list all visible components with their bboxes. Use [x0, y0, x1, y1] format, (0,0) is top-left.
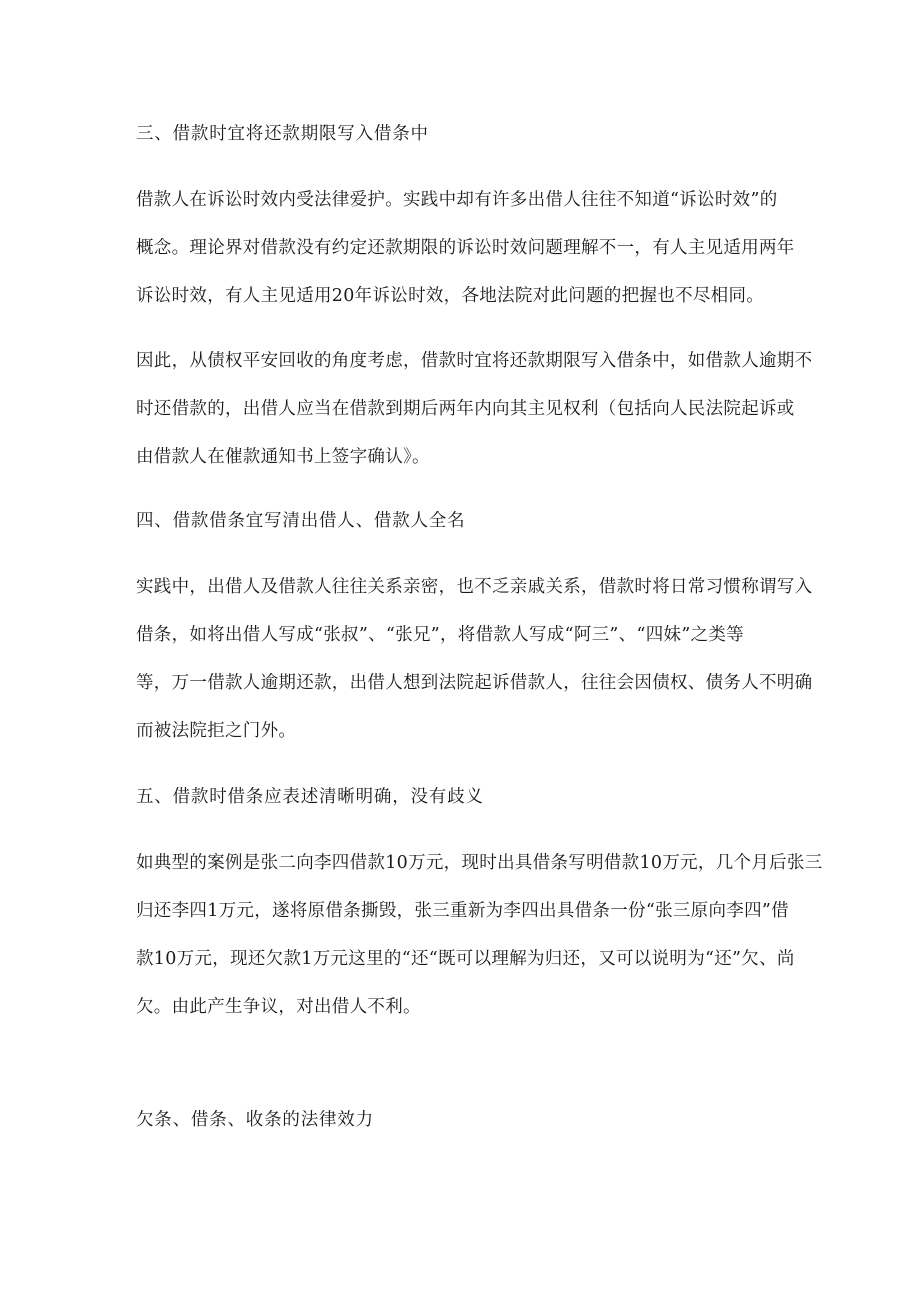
paragraph-line: 款10万元，现还欠款1万元这里的“还“既可以理解为归还，又可以说明为“还”欠、尚 — [136, 949, 795, 969]
section-heading-4: 四、借款借条宜写清出借人、借款人全名 — [136, 511, 466, 531]
paragraph-line: 概念。理论界对借款没有约定还款期限的诉讼时效问题理解不一，有人主见适用两年 — [136, 238, 795, 258]
paragraph-line: 时还借款的，出借人应当在借款到期后两年内向其主见权利（包括向人民法院起诉或 — [136, 399, 795, 419]
paragraph-line: 而被法院拒之门外。 — [136, 721, 297, 741]
paragraph-line: 实践中，出借人及借款人往往关系亲密，也不乏亲戚关系，借款时将日常习惯称谓写入 — [136, 577, 813, 597]
paragraph-line: 如典型的案例是张二向李四借款10万元，现时出具借条写明借款10万元，几个月后张三 — [136, 853, 823, 873]
paragraph-line: 因此，从债权平安回收的角度考虑，借款时宜将还款期限写入借条中，如借款人逾期不 — [136, 351, 813, 371]
closing-heading: 欠条、借条、收条的法律效力 — [136, 1110, 374, 1130]
section-heading-3: 三、借款时宜将还款期限写入借条中 — [136, 124, 429, 144]
paragraph-line: 欠。由此产生争议，对出借人不利。 — [136, 997, 421, 1017]
paragraph-line: 归还李四1万元，遂将原借条撕毁，张三重新为李四出具借条一份“张三原向李四”借 — [136, 901, 789, 921]
paragraph-line: 由借款人在催款通知书上签字确认》。 — [136, 447, 430, 467]
paragraph-line: 借条，如将出借人写成“张叔”、“张兄”，将借款人写成“阿三”、“四妹”之类等 — [136, 625, 744, 645]
paragraph-line: 借款人在诉讼时效内受法律爱护。实践中却有许多出借人往往不知道“诉讼时效”的 — [136, 190, 778, 210]
paragraph-line: 诉讼时效，有人主见适用20年诉讼时效，各地法院对此问题的把握也不尽相同。 — [136, 286, 765, 306]
paragraph-line: 等，万一借款人逾期还款，出借人想到法院起诉借款人，往往会因债权、债务人不明确 — [136, 673, 813, 693]
section-heading-5: 五、借款时借条应表述清晰明确，没有歧义 — [136, 787, 484, 807]
